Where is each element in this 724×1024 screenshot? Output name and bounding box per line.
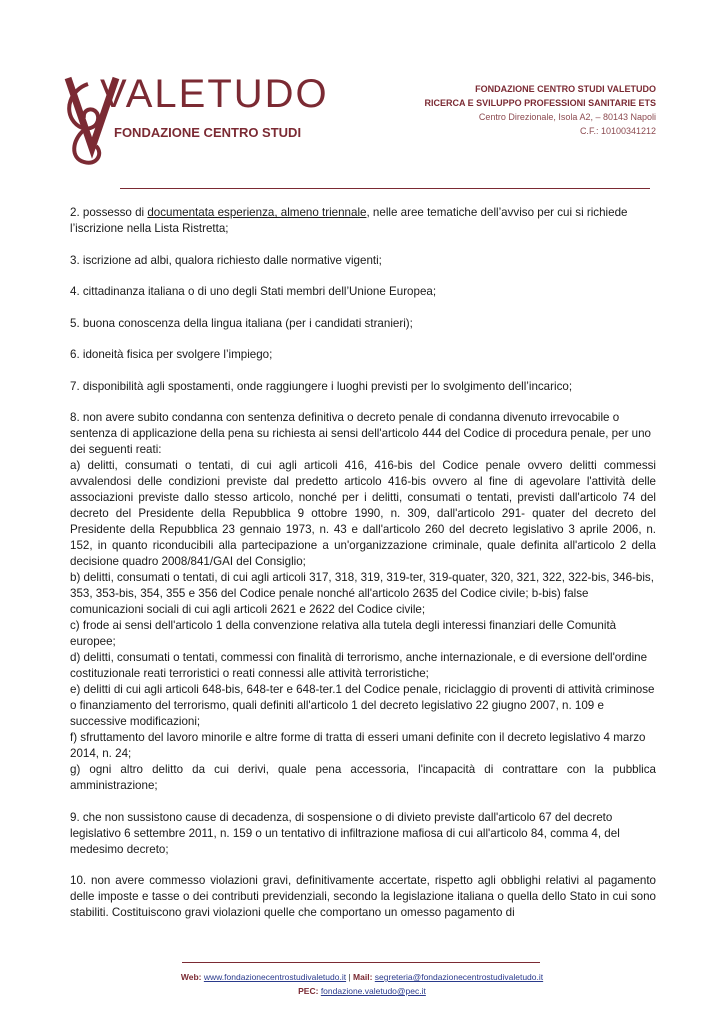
- logo-subtitle: FONDAZIONE CENTRO STUDI: [114, 125, 302, 140]
- item-9: 9. che non sussistono cause di decadenza, di sospensione o di divieto previste dall'articolo 67 del decreto legislativo 6 settembre 2011, n. 159 o un tentativo di infiltrazione mafiosa di cui all'articolo 84, comma 4, del medesimo decreto;: [70, 810, 620, 856]
- org-name: FONDAZIONE CENTRO STUDI VALETUDO: [475, 84, 656, 94]
- item-4: 4. cittadinanza italiana o di uno degli Stati membri dell’Unione Europea;: [70, 285, 437, 298]
- item-10: 10. non avere commesso violazioni gravi, definitivamente accertate, rispetto agli obblighi relativi al pagamento delle imposte e tasse o dei contributi previdenziali, secondo la legislazione italiana o quella dello Stato in cui sono stabiliti. Costituiscono gravi violazioni quelle che comportano un omesso pagamento di: [70, 874, 656, 919]
- item-7: 7. disponibilità agli spostamenti, onde raggiungere i luoghi previsti per lo svolgimento dell’incarico;: [70, 379, 573, 393]
- web-link[interactable]: www.fondazionecentrostudivaletudo.it: [203, 972, 347, 982]
- item-8g: g) ogni altro delitto da cui derivi, quale pena accessoria, l'incapacità di contrattare con la pubblica amministrazione;: [70, 763, 656, 792]
- item-8: [70, 410, 656, 794]
- letterhead-contact: [424, 82, 656, 138]
- footer-line-1: Web: www.fondazionecentrostudivaletudo.it | Mail: segreteria@fondazionecentrostudivaletudo.it: [180, 972, 544, 982]
- web-label: Web: [180, 972, 199, 982]
- letterhead: [0, 0, 724, 200]
- item-8a: a) delitti, consumati o tentati, di cui agli articoli 416, 416-bis del Codice penale ovvero delitti commessi avvalendosi delle condizioni previste dal predetto articolo 416-bis ovvero al fine di agevolare l'attività delle associazioni previste dallo stesso articolo, nonché per i delitti, consumati o tentati, previsti dall'articolo 74 del decreto del Presidente della Repubblica 9 ottobre 1990, n. 309, dall'articolo 291- quater del decreto del Presidente della Repubblica 23 gennaio 1973, n. 43 e dall'articolo 260 del decreto legislativo 3 aprile 2006, n. 152, in quanto riconducibili alla partecipazione a un'organizzazione criminale, quale definita all'articolo 2 della decisione quadro 2008/841/GAI del Consiglio;: [70, 459, 656, 568]
- underlined-text: documentata esperienza, almeno triennale: [147, 206, 367, 219]
- org-address: Centro Direzionale, Isola A2, – 80143 Napoli: [478, 112, 656, 122]
- item-8c: c) frode ai sensi dell'articolo 1 della convenzione relativa alla tutela degli interessi finanziari delle Comunità europee;: [70, 619, 617, 648]
- item-8b: b) delitti, consumati o tentati, di cui agli articoli 317, 318, 319, 319-ter, 319-quater, 320, 321, 322, 322-bis, 346-bis, 353, 353-bis, 354, 355 e 356 del Codice penale nonché all'articolo 2635 del Codice civile; b-bis) false comunicazioni sociali di cui agli articoli 2621 e 2622 del Codice civile;: [70, 571, 654, 616]
- item-8f: f) sfruttamento del lavoro minorile e altre forme di tratta di esseri umani definite con il decreto legislativo 4 marzo 2014, n. 24;: [70, 731, 646, 760]
- footer-line-2: PEC: fondazione.valetudo@pec.it: [298, 986, 426, 996]
- header-divider: [120, 188, 650, 189]
- footer-divider: [182, 962, 540, 963]
- item-8e: e) delitti di cui agli articoli 648-bis, 648-ter e 648-ter.1 del Codice penale, riciclaggio di proventi di attività criminose o finanziamento del terrorismo, quali definiti all'articolo 1 del decreto legislativo 22 giugno 2007, n. 109 e successive modificazioni;: [70, 683, 655, 728]
- logo-wordmark: VALETUDO: [100, 72, 329, 116]
- document-body: [70, 205, 656, 937]
- pec-label: PEC: [298, 986, 316, 996]
- org-tax-code: C.F.: 10100341212: [579, 126, 656, 136]
- mail-link[interactable]: segreteria@fondazionecentrostudivaletudo.it: [374, 972, 544, 982]
- item-3: 3. iscrizione ad albi, qualora richiesto dalle normative vigenti;: [70, 253, 382, 267]
- item-6: 6. idoneità fisica per svolgere l’impiego;: [70, 348, 273, 361]
- item-2: 2. possesso di documentata esperienza, almeno triennale, nelle aree tematiche dell’avviso per cui si richiede l’iscrizione nella Lista Ristretta;: [70, 206, 628, 235]
- letterhead-footer: [0, 970, 724, 998]
- item-5: 5. buona conoscenza della lingua italiana (per i candidati stranieri);: [70, 316, 413, 330]
- item-8d: d) delitti, consumati o tentati, commessi con finalità di terrorismo, anche internazionale, e di eversione dell'ordine costituzionale reati terroristici o reati connessi alle attività terroristiche;: [70, 651, 648, 680]
- item-8-intro: 8. non avere subito condanna con sentenza definitiva o decreto penale di condanna divenuto irrevocabile o sentenza di applicazione della pena su richiesta ai sensi dell'articolo 444 del Codice di procedura penale, per uno dei seguenti reati:: [70, 411, 651, 456]
- mail-label: Mail: [353, 972, 370, 982]
- pec-link[interactable]: fondazione.valetudo@pec.it: [320, 986, 426, 996]
- org-tagline: RICERCA E SVILUPPO PROFESSIONI SANITARIE ETS: [424, 98, 656, 108]
